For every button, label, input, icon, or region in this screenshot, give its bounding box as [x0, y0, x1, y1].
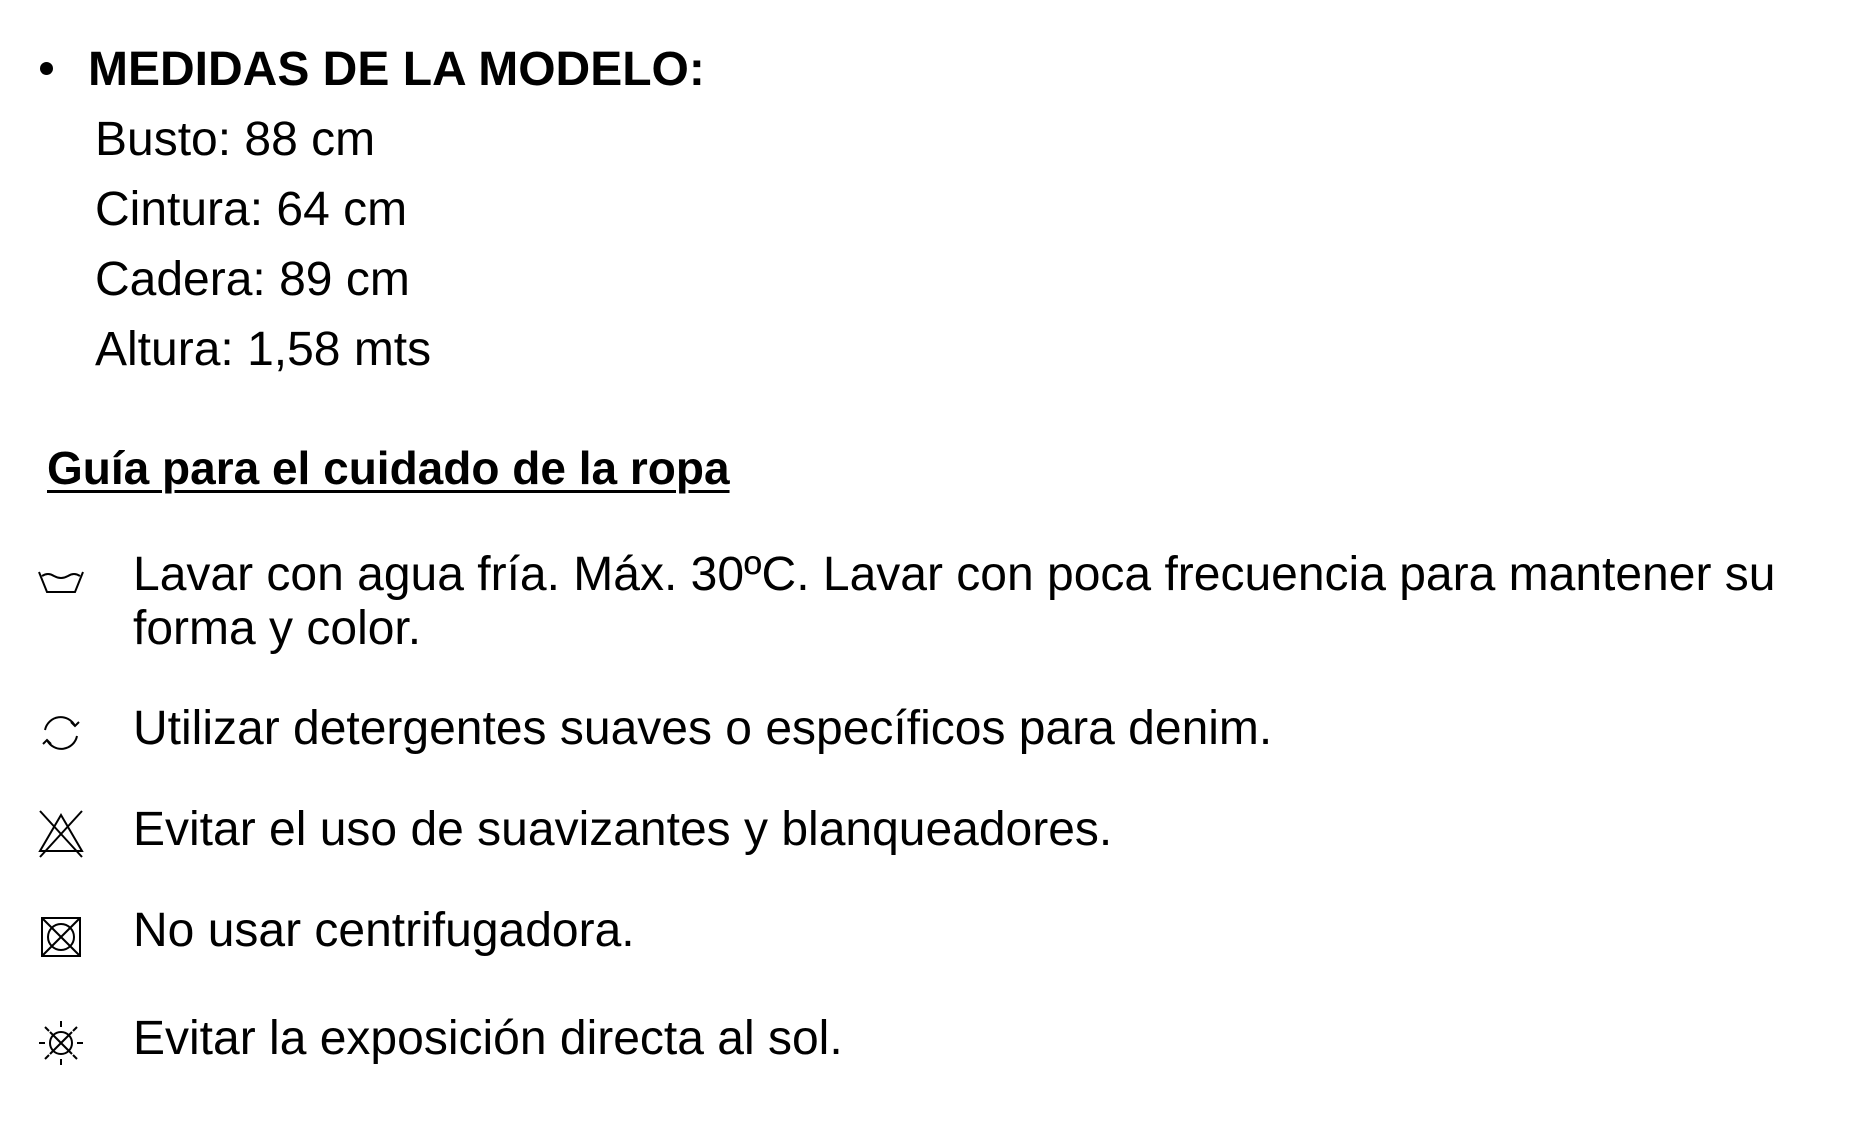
measurement-hip: Cadera: 89 cm [95, 253, 410, 306]
care-text-wash: Lavar con agua fría. Máx. 30ºC. Lavar con poca frecuencia para mantener su forma y color. [133, 548, 1776, 655]
measurement-bust: Busto: 88 cm [95, 113, 376, 166]
measurement-height: Altura: 1,58 mts [95, 323, 432, 376]
care-text-dryer: No usar centrifugadora. [133, 904, 635, 957]
circular-arrows-icon [36, 708, 86, 758]
care-guide-heading: Guía para el cuidado de la ropa [47, 442, 730, 494]
wash-basin-icon [36, 556, 86, 606]
care-text-detergent: Utilizar detergentes suaves o específicos para denim. [133, 702, 1273, 755]
bullet-icon [40, 62, 53, 75]
care-text-sun: Evitar la exposición directa al sol. [133, 1012, 843, 1065]
no-bleach-icon [36, 809, 86, 859]
no-sun-icon [36, 1018, 86, 1068]
model-measurements-title: MEDIDAS DE LA MODELO: [88, 43, 705, 96]
care-text-bleach: Evitar el uso de suavizantes y blanqueadores. [133, 803, 1113, 856]
measurement-waist: Cintura: 64 cm [95, 183, 408, 236]
no-tumble-dry-icon [36, 912, 86, 962]
